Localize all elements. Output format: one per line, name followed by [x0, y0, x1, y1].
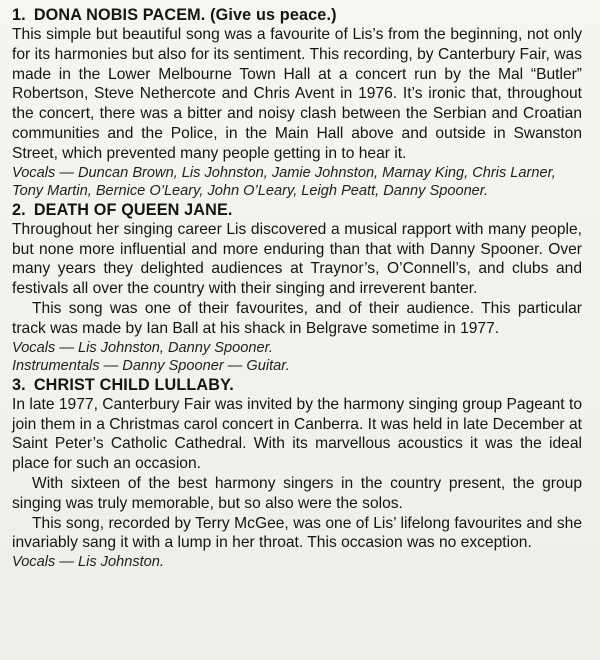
- track-1-number: 1.: [12, 6, 26, 24]
- track-3-section: [12, 376, 582, 572]
- track-2-heading: [12, 201, 582, 220]
- track-2-credit-vocals: Vocals — Lis Johnston, Danny Spooner.: [12, 339, 273, 356]
- track-1-heading: [12, 6, 582, 25]
- track-3-paragraph-2: With sixteen of the best harmony singers in the country present, the group singing was truly memorable, but so also were the solos.: [12, 474, 582, 512]
- track-3-paragraph-1: In late 1977, Canterbury Fair was invited by the harmony singing group Pageant to join them in a Christmas carol concert in Canberra. It was held in late December at Saint Peter’s Catholic Cathedral. With its marvellous acoustics it was the ideal place for such an occasion.: [12, 395, 582, 473]
- track-2-paragraph-1: Throughout her singing career Lis discovered a musical rapport with many people, but none more influential and more enduring than that with Danny Spooner. Over many years they delighted audiences at Traynor’s, O’Connell’s, and clubs and festivals all over the country with their singing and irreverent banter.: [12, 220, 582, 298]
- track-2-title: DEATH OF QUEEN JANE.: [33, 200, 233, 219]
- track-1-title: DONA NOBIS PACEM. (Give us peace.): [33, 6, 337, 24]
- track-2-paragraph-2: This song was one of their favourites, and of their audience. This particular track was made by Ian Ball at his shack in Belgrave sometime in 1977.: [12, 299, 582, 337]
- track-3-title: CHRIST CHILD LULLABY.: [33, 375, 234, 394]
- track-2-number: 2.: [12, 200, 26, 219]
- track-1-credit-vocals: Vocals — Duncan Brown, Lis Johnston, Jamie Johnston, Marnay King, Chris Larner, Tony Martin, Bernice O’Leary, John O’Leary, Leigh Peatt, Danny Spooner.: [12, 164, 556, 200]
- track-3-number: 3.: [12, 375, 26, 394]
- track-1-section: [12, 6, 582, 201]
- track-3-credit-vocals: Vocals — Lis Johnston.: [12, 554, 164, 571]
- track-1-paragraph-1: This simple but beautiful song was a favourite of Lis’s from the beginning, not only for its harmonies but also for its sentiment. This recording, by Canterbury Fair, was made in the Lower Melbourne Town Hall at a concert run by the Mal “Butler” Robertson, Steve Nethercote and Chris Avent in 1976. It’s ironic that, throughout the concert, there was a bitter and noisy clash between the Serbian and Croatian communities and the Police, in the Main Hall above and outside in Swanston Street, which prevented many people getting in to hear it.: [12, 26, 582, 162]
- track-2-credit-instrumentals: Instrumentals — Danny Spooner — Guitar.: [12, 358, 290, 375]
- track-3-heading: [12, 376, 582, 395]
- track-2-section: [12, 201, 582, 376]
- track-3-paragraph-3: This song, recorded by Terry McGee, was one of Lis’ lifelong favourites and she invariably sang it with a lump in her throat. This occasion was no exception.: [12, 514, 582, 552]
